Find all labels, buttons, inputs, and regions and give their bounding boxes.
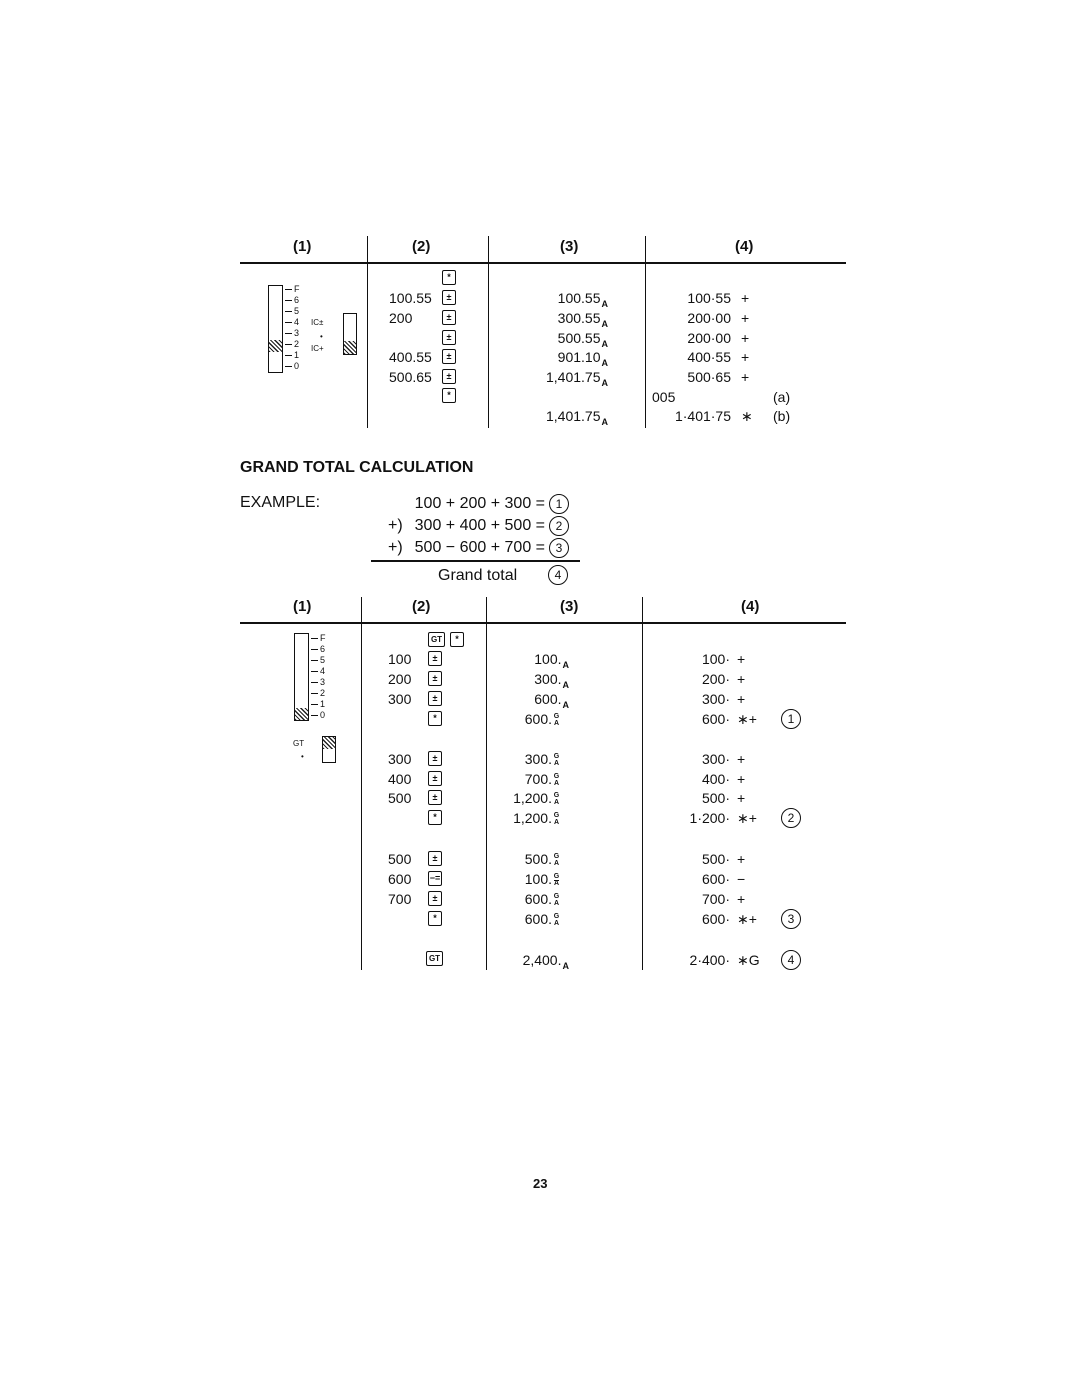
print-symbol: ∗G [737, 952, 760, 968]
print-value: 1·401·75 [674, 408, 731, 424]
switch-position-label: 4 [320, 666, 326, 676]
plus-minus-key: ± [442, 290, 456, 305]
switch-position-label: 6 [294, 295, 300, 305]
print-value: 400· [701, 771, 730, 787]
keyed-value: 600 [388, 871, 412, 887]
display-value [558, 310, 608, 332]
print-value: 100· [701, 651, 730, 667]
display-mark-stacked: G A [553, 913, 560, 927]
asterisk-key: * [428, 711, 442, 726]
col-header-1: (1) [293, 598, 312, 615]
print-symbol: + [741, 310, 750, 326]
page-number: 23 [533, 1176, 548, 1191]
display-number: 1,401.75 [546, 369, 601, 385]
switch-position-label: 1 [320, 699, 326, 709]
display-number: 600. [534, 691, 562, 707]
switch-tick [285, 333, 292, 334]
print-value: 600· [701, 711, 730, 727]
switch-tick [311, 693, 318, 694]
asterisk-key: * [442, 388, 456, 403]
switch-position-label: 5 [294, 306, 300, 316]
col-header-3: (3) [560, 238, 579, 255]
asterisk-key: * [450, 632, 464, 647]
print-symbol: + [737, 790, 746, 806]
display-number: 600. [524, 711, 552, 727]
print-symbol: + [737, 851, 746, 867]
display-number: 300. [534, 671, 562, 687]
switch-position-label: 1 [294, 350, 300, 360]
result-circle: 4 [781, 950, 801, 970]
display-value [558, 290, 608, 312]
switch-position-label: F [294, 284, 300, 294]
print-symbol: + [737, 671, 746, 687]
switch-position-label: 2 [320, 688, 326, 698]
display-value [546, 408, 608, 430]
switch-tick [285, 344, 292, 345]
plus-minus-key: ± [428, 891, 442, 906]
print-value: 600· [701, 871, 730, 887]
section-title: GRAND TOTAL CALCULATION [240, 459, 474, 476]
display-number: 600. [524, 911, 552, 927]
col-header-2: (2) [412, 598, 431, 615]
col-header-3: (3) [560, 598, 579, 615]
display-mark: A [601, 358, 608, 368]
display-mark: A [601, 299, 608, 309]
example-expression: 500 − 600 + 700 = [414, 539, 545, 556]
print-value: 600· [701, 911, 730, 927]
keyed-value: 400 [388, 771, 412, 787]
switch-position-label: 5 [320, 655, 326, 665]
plus-minus-key: ± [442, 349, 456, 364]
print-symbol: + [741, 290, 750, 306]
keyed-value: 500 [388, 790, 412, 806]
example-circle: 1 [549, 494, 569, 514]
print-symbol: ∗+ [737, 810, 757, 826]
example-prefix: +) [388, 539, 403, 556]
example-rule [371, 560, 580, 562]
display-value [558, 349, 608, 371]
print-value: 100·55 [687, 290, 731, 306]
display-mark-stacked: G A [553, 812, 560, 826]
display-value [513, 790, 560, 806]
asterisk-key: * [428, 810, 442, 825]
keyed-value: 700 [388, 891, 412, 907]
display-value [525, 771, 560, 787]
ic-switch-knob [344, 341, 356, 354]
print-value: 500· [701, 790, 730, 806]
table1-rule [240, 262, 846, 264]
plus-minus-key: ± [428, 790, 442, 805]
asterisk-key: * [442, 270, 456, 285]
result-circle: 2 [781, 808, 801, 828]
gt-switch-knob [323, 737, 335, 749]
display-value [525, 711, 560, 727]
example-expression: 100 + 200 + 300 = [414, 495, 545, 512]
table2-divider [361, 597, 362, 970]
keyed-value: 200 [389, 310, 413, 326]
display-number: 600. [524, 891, 552, 907]
print-value: 400·55 [687, 349, 731, 365]
plus-minus-key: ± [428, 671, 442, 686]
print-value: 300· [701, 751, 730, 767]
ic-dot-label: • [320, 332, 323, 341]
switch-position-label: 0 [320, 710, 326, 720]
display-mark: A [601, 417, 608, 427]
gt-dot-label: • [301, 752, 304, 761]
keyed-value: 500.65 [389, 369, 432, 385]
display-number: 1,200. [513, 810, 552, 826]
display-number: 901.10 [557, 349, 601, 365]
keyed-value: 500 [388, 851, 412, 867]
col-header-4: (4) [741, 598, 760, 615]
example-expression: 300 + 400 + 500 = [414, 517, 545, 534]
print-value: 1·200· [689, 810, 730, 826]
print-symbol: + [741, 369, 750, 385]
switch-tick [285, 311, 292, 312]
display-number: 100. [524, 871, 552, 887]
display-value [525, 851, 560, 867]
switch-position-label: 2 [294, 339, 300, 349]
display-mark-stacked: G A [553, 893, 560, 907]
plus-minus-key: ± [428, 651, 442, 666]
display-mark: A [601, 378, 608, 388]
switch-position-label: 3 [320, 677, 326, 687]
display-mark: A [562, 700, 569, 710]
display-number: 100.55 [557, 290, 601, 306]
switch-tick [311, 671, 318, 672]
switch-position-label: 6 [320, 644, 326, 654]
print-symbol: ∗ [741, 408, 753, 424]
display-mark: A [562, 660, 569, 670]
table2-rule [240, 622, 846, 624]
display-mark-stacked: G A [553, 792, 560, 806]
switch-position-label: 4 [294, 317, 300, 327]
display-value [513, 810, 560, 826]
switch-tick [311, 715, 318, 716]
table1-divider [367, 236, 368, 428]
example-circle: 3 [549, 538, 569, 558]
col-header-2: (2) [412, 238, 431, 255]
example-circle: 2 [549, 516, 569, 536]
print-symbol: + [737, 691, 746, 707]
print-value: 700· [701, 891, 730, 907]
print-value: 200·00 [687, 310, 731, 326]
display-number: 500. [524, 851, 552, 867]
print-symbol: + [737, 891, 746, 907]
plus-minus-key: ± [428, 691, 442, 706]
display-mark: A [601, 339, 608, 349]
print-symbol: ∗+ [737, 711, 757, 727]
switch-knob [295, 708, 308, 720]
switch-tick [311, 704, 318, 705]
plus-minus-key: ± [428, 751, 442, 766]
switch-slot [268, 285, 283, 373]
display-number: 500.55 [557, 330, 601, 346]
minus-equals-key: −= [428, 871, 442, 886]
print-symbol: ∗+ [737, 911, 757, 927]
plus-minus-key: ± [442, 310, 456, 325]
gt-key: GT [426, 951, 443, 966]
grand-total-label: Grand total [438, 567, 518, 584]
keyed-value: 100.55 [389, 290, 432, 306]
switch-position-label: 3 [294, 328, 300, 338]
display-mark-stacked: G A [553, 713, 560, 727]
example-label: EXAMPLE: [240, 494, 321, 511]
col-header-1: (1) [293, 238, 312, 255]
print-note: (a) [773, 389, 791, 405]
display-value [534, 651, 569, 673]
display-number: 2,400. [522, 952, 562, 968]
keyed-value: 400.55 [389, 349, 432, 365]
display-mark-stacked: G A [553, 873, 560, 887]
display-number: 300.55 [557, 310, 601, 326]
switch-tick [285, 289, 292, 290]
table1-divider [488, 236, 489, 428]
switch-tick [311, 682, 318, 683]
print-value: 500·65 [687, 369, 731, 385]
gt-key: GT [428, 632, 445, 647]
asterisk-key: * [428, 911, 442, 926]
display-mark: A [562, 680, 569, 690]
switch-tick [285, 366, 292, 367]
display-value [523, 952, 569, 974]
display-value [534, 671, 569, 693]
print-value: 2·400· [689, 952, 730, 968]
display-number: 100. [534, 651, 562, 667]
print-symbol: + [741, 349, 750, 365]
display-number: 700. [524, 771, 552, 787]
plus-minus-key: ± [428, 771, 442, 786]
print-symbol: + [741, 330, 750, 346]
ic-plus-minus-label: IC± [311, 318, 324, 327]
print-value: 200·00 [687, 330, 731, 346]
table2-divider [486, 597, 487, 970]
display-number: 1,401.75 [546, 408, 601, 424]
display-value [525, 751, 560, 767]
display-value [525, 911, 560, 927]
display-value [525, 891, 560, 907]
switch-tick [311, 649, 318, 650]
result-circle: 1 [781, 709, 801, 729]
switch-tick [285, 355, 292, 356]
display-number: 300. [524, 751, 552, 767]
plus-minus-key: ± [442, 330, 456, 345]
table1-divider [645, 236, 646, 428]
display-mark: A [601, 319, 608, 329]
display-number: 1,200. [513, 790, 552, 806]
ic-plus-label: IC+ [311, 344, 324, 353]
gt-switch-label: GT [293, 739, 305, 748]
print-note: (b) [773, 408, 791, 424]
plus-minus-key: ± [428, 851, 442, 866]
keyed-value: 300 [388, 751, 412, 767]
display-value [525, 871, 560, 887]
keyed-value: 300 [388, 691, 412, 707]
print-counter: 005 [652, 389, 676, 405]
print-value: 500· [701, 851, 730, 867]
plus-minus-key: ± [442, 369, 456, 384]
print-symbol: + [737, 751, 746, 767]
example-prefix: +) [388, 517, 403, 534]
switch-tick [311, 638, 318, 639]
switch-tick [285, 322, 292, 323]
display-value [534, 691, 569, 713]
display-mark-stacked: G A [553, 853, 560, 867]
print-symbol: + [737, 771, 746, 787]
result-circle: 3 [781, 909, 801, 929]
switch-position-label: 0 [294, 361, 300, 371]
keyed-value: 200 [388, 671, 412, 687]
grand-total-circle: 4 [548, 565, 568, 585]
switch-position-label: F [320, 633, 326, 643]
print-value: 200· [701, 671, 730, 687]
table2-divider [642, 597, 643, 970]
display-mark: A [562, 961, 569, 971]
display-mark-stacked: G A [553, 773, 560, 787]
switch-knob [269, 340, 282, 352]
print-symbol: − [737, 871, 746, 887]
print-value: 300· [701, 691, 730, 707]
switch-tick [285, 300, 292, 301]
display-mark-stacked: G A [553, 753, 560, 767]
print-symbol: + [737, 651, 746, 667]
switch-tick [311, 660, 318, 661]
col-header-4: (4) [735, 238, 754, 255]
display-value [546, 369, 608, 391]
keyed-value: 100 [388, 651, 412, 667]
